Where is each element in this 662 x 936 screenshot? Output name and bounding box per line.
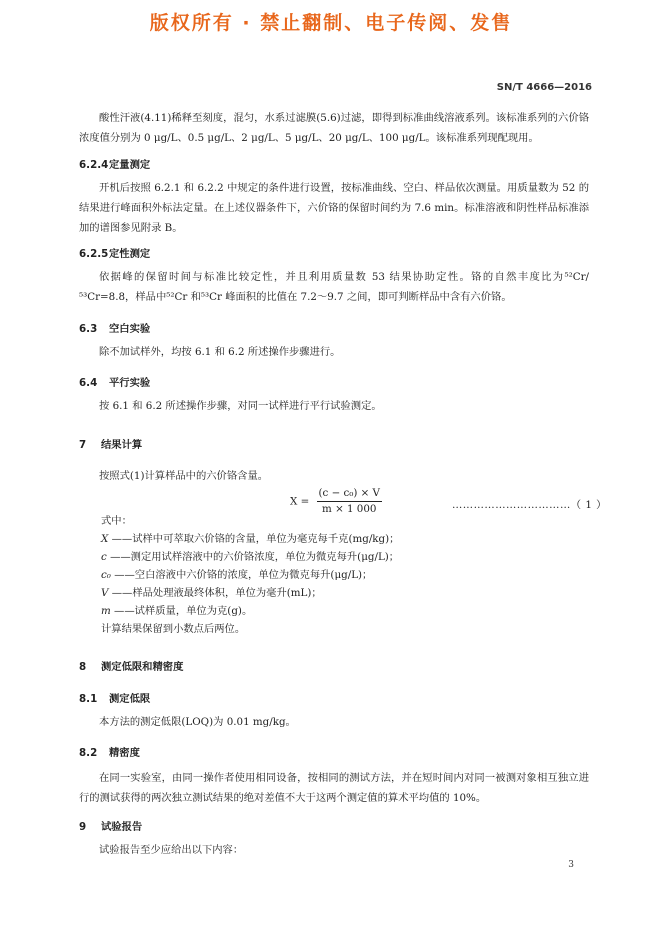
section-title: 定量测定 bbox=[109, 159, 151, 171]
section-number: 7 bbox=[79, 439, 87, 451]
section-number: 6.2.5 bbox=[79, 248, 109, 260]
section-title: 精密度 bbox=[109, 747, 140, 759]
formula-numerator: (c − c₀) × V bbox=[317, 486, 382, 502]
paragraph-6-2-4: 开机后按照 6.2.1 和 6.2.2 中规定的条件进行设置，按标准曲线、空白、样品依次测量。用质量数为 52 的结果进行峰面积外标法定量。在上述仪器条件下，六价铬的保留时间约为 7.6 min。标准溶液和阴性样品标准添加的谱图参见附录 B。 bbox=[79, 182, 589, 234]
definition-text: ——试样质量，单位为克(g)。 bbox=[114, 605, 253, 617]
paragraph-7: 按照式(1)计算样品中的六价铬含量。 bbox=[99, 470, 269, 482]
section-title: 平行实验 bbox=[109, 377, 151, 389]
heading-6-4 bbox=[79, 374, 150, 389]
section-title: 空白实验 bbox=[109, 323, 151, 335]
section-title: 试验报告 bbox=[101, 821, 143, 833]
definition-row bbox=[101, 602, 252, 620]
paragraph-6-4: 按 6.1 和 6.2 所述操作步骤，对同一试样进行平行试验测定。 bbox=[99, 400, 382, 412]
section-number: 8 bbox=[79, 661, 87, 673]
document-code: SN/T 4666—2016 bbox=[496, 82, 592, 93]
section-number: 6.3 bbox=[79, 323, 98, 335]
section-title: 结果计算 bbox=[101, 439, 143, 451]
formula-1 bbox=[290, 486, 382, 517]
intro-paragraph: 酸性汗液(4.11)稀释至刻度，混匀，水系过滤膜(5.6)过滤，即得到标准曲线溶液系列。该标准系列的六价铬浓度值分别为 0 μg/L、0.5 μg/L、2 μg/L、5 μg/L、20 μg/L、100 μg/L。该标准系列现配现用。 bbox=[79, 112, 589, 144]
formula-fraction bbox=[317, 486, 382, 517]
formula-denominator: m × 1 000 bbox=[322, 503, 377, 515]
definition-symbol: m bbox=[101, 605, 111, 617]
section-number: 6.4 bbox=[79, 377, 98, 389]
page-number: 3 bbox=[568, 860, 574, 870]
heading-6-3 bbox=[79, 320, 150, 335]
heading-8-2 bbox=[79, 744, 140, 759]
definition-text: ——试样中可萃取六价铬的含量，单位为毫克每千克(mg/kg)； bbox=[111, 533, 400, 545]
definition-row bbox=[101, 566, 372, 584]
paragraph-6-2-5: 依据峰的保留时间与标准比较定性，并且利用质量数 53 结果协助定性。铬的自然丰度比为⁵²Cr/⁵³Cr=8.8，样品中⁵²Cr 和⁵³Cr 峰面积的比值在 7.2～9.7 之间，即可判断样品中含有六价铬。 bbox=[79, 271, 589, 303]
section-number: 8.1 bbox=[79, 693, 98, 705]
heading-8-1 bbox=[79, 690, 150, 705]
section-number: 8.2 bbox=[79, 747, 98, 759]
section-number: 6.2.4 bbox=[79, 159, 109, 171]
paragraph-9: 试验报告至少应给出以下内容： bbox=[99, 844, 244, 856]
definition-row bbox=[101, 548, 399, 566]
section-title: 测定低限和精密度 bbox=[101, 661, 184, 673]
formula-lhs: X = bbox=[290, 495, 310, 508]
definition-symbol: c₀ bbox=[101, 569, 111, 581]
section-number: 9 bbox=[79, 821, 87, 833]
copyright-banner: 版权所有 · 禁止翻制、电子传阅、发售 bbox=[149, 12, 513, 34]
formula-number: ……………………………（ 1 ） bbox=[452, 499, 607, 511]
definition-symbol: c bbox=[101, 551, 107, 563]
heading-7 bbox=[79, 436, 142, 451]
paragraph-8-1: 本方法的测定低限(LOQ)为 0.01 mg/kg。 bbox=[99, 716, 296, 728]
definition-text: ——空白溶液中六价铬的浓度，单位为微克每升(μg/L)； bbox=[114, 569, 373, 581]
heading-9 bbox=[79, 818, 142, 833]
definition-row bbox=[101, 530, 399, 548]
paragraph-6-3: 除不加试样外，均按 6.1 和 6.2 所述操作步骤进行。 bbox=[99, 346, 341, 358]
where-label: 式中： bbox=[101, 515, 132, 527]
section-title: 测定低限 bbox=[109, 693, 151, 705]
definition-symbol: X bbox=[101, 533, 109, 545]
heading-6-2-5 bbox=[79, 245, 150, 260]
calculation-note: 计算结果保留到小数点后两位。 bbox=[101, 623, 246, 635]
section-title: 定性测定 bbox=[109, 248, 151, 260]
definition-text: ——测定用试样溶液中的六价铬浓度，单位为微克每升(μg/L)； bbox=[110, 551, 400, 563]
definition-row bbox=[101, 584, 322, 602]
heading-8 bbox=[79, 658, 183, 673]
definition-text: ——样品处理液最终体积，单位为毫升(mL)； bbox=[111, 587, 322, 599]
heading-6-2-4 bbox=[79, 156, 150, 171]
definition-symbol: V bbox=[101, 587, 109, 599]
paragraph-8-2: 在同一实验室，由同一操作者使用相同设备，按相同的测试方法，并在短时间内对同一被测对象相互独立进行的测试获得的两次独立测试结果的绝对差值不大于这两个测定值的算术平均值的 10%。 bbox=[79, 772, 589, 804]
